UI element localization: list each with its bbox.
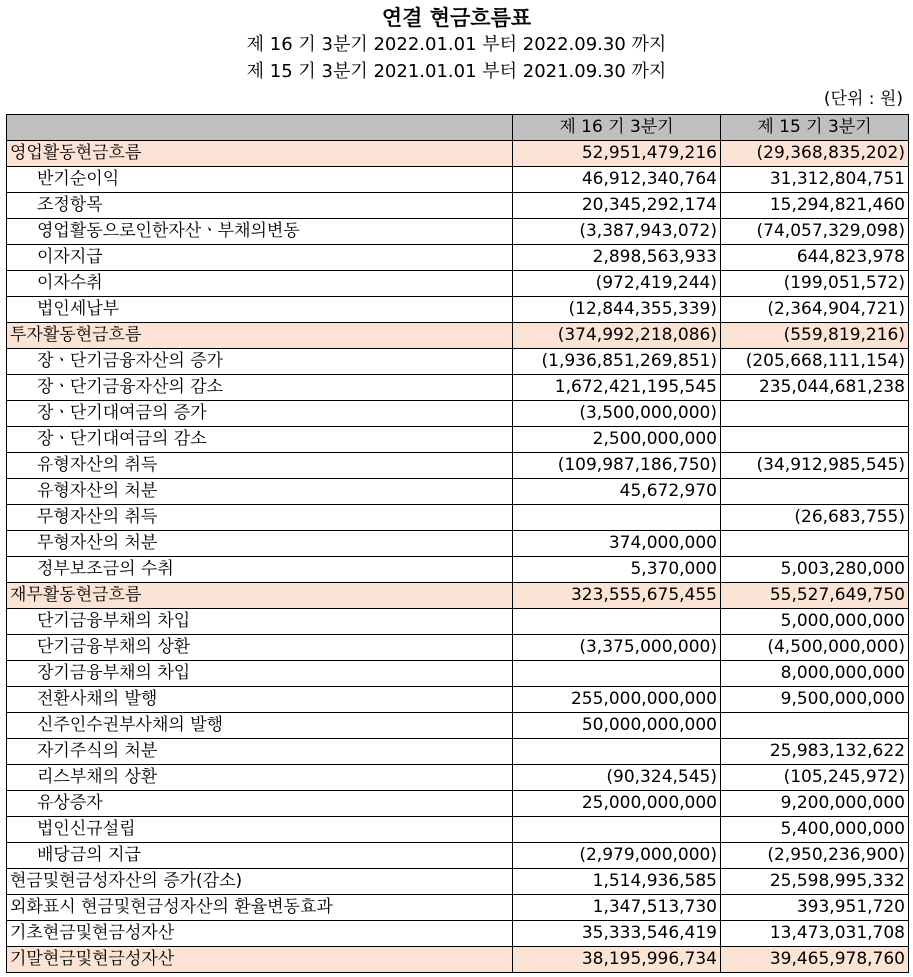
row-prior-value: (74,057,329,098) bbox=[721, 219, 909, 245]
row-label: 단기금융부채의 차입 bbox=[7, 609, 513, 635]
row-prior-value: 644,823,978 bbox=[721, 245, 909, 271]
row-label: 장ㆍ단기대여금의 감소 bbox=[7, 427, 513, 453]
row-label: 유형자산의 처분 bbox=[7, 479, 513, 505]
table-row bbox=[7, 141, 909, 167]
row-label: 영업활동현금흐름 bbox=[7, 141, 513, 167]
row-current-value: 50,000,000,000 bbox=[513, 713, 721, 739]
row-prior-value: 8,000,000,000 bbox=[721, 661, 909, 687]
row-label: 자기주식의 처분 bbox=[7, 739, 513, 765]
row-prior-value: (199,051,572) bbox=[721, 271, 909, 297]
row-prior-value: 55,527,649,750 bbox=[721, 583, 909, 609]
row-label: 기말현금및현금성자산 bbox=[7, 947, 513, 973]
table-row bbox=[7, 791, 909, 817]
row-current-value: 45,672,970 bbox=[513, 479, 721, 505]
row-prior-value: (34,912,985,545) bbox=[721, 453, 909, 479]
row-label: 단기금융부채의 상환 bbox=[7, 635, 513, 661]
table-row bbox=[7, 531, 909, 557]
table-row bbox=[7, 817, 909, 843]
row-label: 법인세납부 bbox=[7, 297, 513, 323]
row-prior-value: 31,312,804,751 bbox=[721, 167, 909, 193]
row-current-value: 2,898,563,933 bbox=[513, 245, 721, 271]
row-prior-value: (105,245,972) bbox=[721, 765, 909, 791]
table-row bbox=[7, 193, 909, 219]
table-row bbox=[7, 297, 909, 323]
header-prior: 제 15 기 3분기 bbox=[721, 115, 909, 141]
table-row bbox=[7, 167, 909, 193]
table-header-row bbox=[7, 115, 909, 141]
row-current-value: 35,333,546,419 bbox=[513, 921, 721, 947]
row-label: 장ㆍ단기금융자산의 감소 bbox=[7, 375, 513, 401]
row-current-value: (374,992,218,086) bbox=[513, 323, 721, 349]
table-row bbox=[7, 401, 909, 427]
row-prior-value bbox=[721, 401, 909, 427]
row-label: 이자수취 bbox=[7, 271, 513, 297]
row-current-value: 1,514,936,585 bbox=[513, 869, 721, 895]
row-prior-value: 393,951,720 bbox=[721, 895, 909, 921]
row-label: 유형자산의 취득 bbox=[7, 453, 513, 479]
unit-label: (단위 : 원) bbox=[823, 89, 903, 109]
row-current-value: 1,347,513,730 bbox=[513, 895, 721, 921]
row-current-value: 52,951,479,216 bbox=[513, 141, 721, 167]
row-current-value bbox=[513, 817, 721, 843]
row-label: 전환사채의 발행 bbox=[7, 687, 513, 713]
row-current-value: (2,979,000,000) bbox=[513, 843, 721, 869]
table-row bbox=[7, 895, 909, 921]
row-current-value bbox=[513, 609, 721, 635]
row-prior-value: 15,294,821,460 bbox=[721, 193, 909, 219]
row-prior-value: (26,683,755) bbox=[721, 505, 909, 531]
table-row bbox=[7, 583, 909, 609]
row-current-value bbox=[513, 739, 721, 765]
header-current: 제 16 기 3분기 bbox=[513, 115, 721, 141]
period-current: 제 16 기 3분기 2022.01.01 부터 2022.09.30 까지 bbox=[246, 34, 667, 55]
cash-flow-table bbox=[6, 114, 909, 973]
table-row bbox=[7, 947, 909, 973]
table-row bbox=[7, 219, 909, 245]
row-current-value: (109,987,186,750) bbox=[513, 453, 721, 479]
period-prior: 제 15 기 3분기 2021.01.01 부터 2021.09.30 까지 bbox=[246, 61, 667, 82]
row-current-value: 323,555,675,455 bbox=[513, 583, 721, 609]
table-row bbox=[7, 687, 909, 713]
table-row bbox=[7, 323, 909, 349]
row-prior-value: 13,473,031,708 bbox=[721, 921, 909, 947]
row-prior-value: 25,983,132,622 bbox=[721, 739, 909, 765]
row-current-value: (12,844,355,339) bbox=[513, 297, 721, 323]
row-label: 정부보조금의 수취 bbox=[7, 557, 513, 583]
row-label: 장기금융부채의 차입 bbox=[7, 661, 513, 687]
row-current-value: 2,500,000,000 bbox=[513, 427, 721, 453]
table-row bbox=[7, 843, 909, 869]
row-label: 배당금의 지급 bbox=[7, 843, 513, 869]
row-prior-value bbox=[721, 531, 909, 557]
row-prior-value: (559,819,216) bbox=[721, 323, 909, 349]
table-row bbox=[7, 375, 909, 401]
row-label: 반기순이익 bbox=[7, 167, 513, 193]
table-row bbox=[7, 479, 909, 505]
row-prior-value: (2,950,236,900) bbox=[721, 843, 909, 869]
row-current-value: 5,370,000 bbox=[513, 557, 721, 583]
row-current-value: (3,375,000,000) bbox=[513, 635, 721, 661]
row-prior-value: 9,200,000,000 bbox=[721, 791, 909, 817]
table-row bbox=[7, 505, 909, 531]
table-row bbox=[7, 349, 909, 375]
row-label: 장ㆍ단기대여금의 증가 bbox=[7, 401, 513, 427]
table-row bbox=[7, 765, 909, 791]
row-label: 장ㆍ단기금융자산의 증가 bbox=[7, 349, 513, 375]
row-prior-value: 9,500,000,000 bbox=[721, 687, 909, 713]
row-current-value: 255,000,000,000 bbox=[513, 687, 721, 713]
row-label: 유상증자 bbox=[7, 791, 513, 817]
table-row bbox=[7, 921, 909, 947]
row-current-value: (972,419,244) bbox=[513, 271, 721, 297]
row-current-value bbox=[513, 505, 721, 531]
row-prior-value bbox=[721, 713, 909, 739]
table-row bbox=[7, 635, 909, 661]
row-current-value: (1,936,851,269,851) bbox=[513, 349, 721, 375]
row-label: 외화표시 현금및현금성자산의 환율변동효과 bbox=[7, 895, 513, 921]
table-row bbox=[7, 245, 909, 271]
row-prior-value: 39,465,978,760 bbox=[721, 947, 909, 973]
row-label: 무형자산의 취득 bbox=[7, 505, 513, 531]
row-current-value: 1,672,421,195,545 bbox=[513, 375, 721, 401]
row-prior-value: 25,598,995,332 bbox=[721, 869, 909, 895]
row-prior-value: 5,003,280,000 bbox=[721, 557, 909, 583]
row-label: 영업활동으로인한자산ㆍ부채의변동 bbox=[7, 219, 513, 245]
row-label: 현금및현금성자산의 증가(감소) bbox=[7, 869, 513, 895]
row-prior-value: (4,500,000,000) bbox=[721, 635, 909, 661]
table-row bbox=[7, 557, 909, 583]
row-current-value: 20,345,292,174 bbox=[513, 193, 721, 219]
table-row bbox=[7, 661, 909, 687]
row-prior-value: 5,000,000,000 bbox=[721, 609, 909, 635]
table-row bbox=[7, 271, 909, 297]
table-row bbox=[7, 869, 909, 895]
row-current-value: (90,324,545) bbox=[513, 765, 721, 791]
row-current-value: 374,000,000 bbox=[513, 531, 721, 557]
row-label: 신주인수권부사채의 발행 bbox=[7, 713, 513, 739]
row-label: 기초현금및현금성자산 bbox=[7, 921, 513, 947]
header-label bbox=[7, 115, 513, 141]
row-label: 재무활동현금흐름 bbox=[7, 583, 513, 609]
row-label: 무형자산의 처분 bbox=[7, 531, 513, 557]
row-prior-value: 5,400,000,000 bbox=[721, 817, 909, 843]
table-row bbox=[7, 609, 909, 635]
page-title: 연결 현금흐름표 bbox=[381, 6, 532, 30]
row-prior-value: (29,368,835,202) bbox=[721, 141, 909, 167]
row-prior-value bbox=[721, 479, 909, 505]
row-current-value: 25,000,000,000 bbox=[513, 791, 721, 817]
row-label: 이자지급 bbox=[7, 245, 513, 271]
row-prior-value bbox=[721, 427, 909, 453]
row-prior-value: (205,668,111,154) bbox=[721, 349, 909, 375]
row-prior-value: 235,044,681,238 bbox=[721, 375, 909, 401]
row-current-value: 38,195,996,734 bbox=[513, 947, 721, 973]
row-current-value: (3,500,000,000) bbox=[513, 401, 721, 427]
row-current-value: (3,387,943,072) bbox=[513, 219, 721, 245]
table-row bbox=[7, 739, 909, 765]
row-label: 조정항목 bbox=[7, 193, 513, 219]
table-row bbox=[7, 453, 909, 479]
row-prior-value: (2,364,904,721) bbox=[721, 297, 909, 323]
row-label: 법인신규설립 bbox=[7, 817, 513, 843]
row-label: 투자활동현금흐름 bbox=[7, 323, 513, 349]
row-label: 리스부채의 상환 bbox=[7, 765, 513, 791]
table-row bbox=[7, 713, 909, 739]
table-row bbox=[7, 427, 909, 453]
row-current-value: 46,912,340,764 bbox=[513, 167, 721, 193]
row-current-value bbox=[513, 661, 721, 687]
